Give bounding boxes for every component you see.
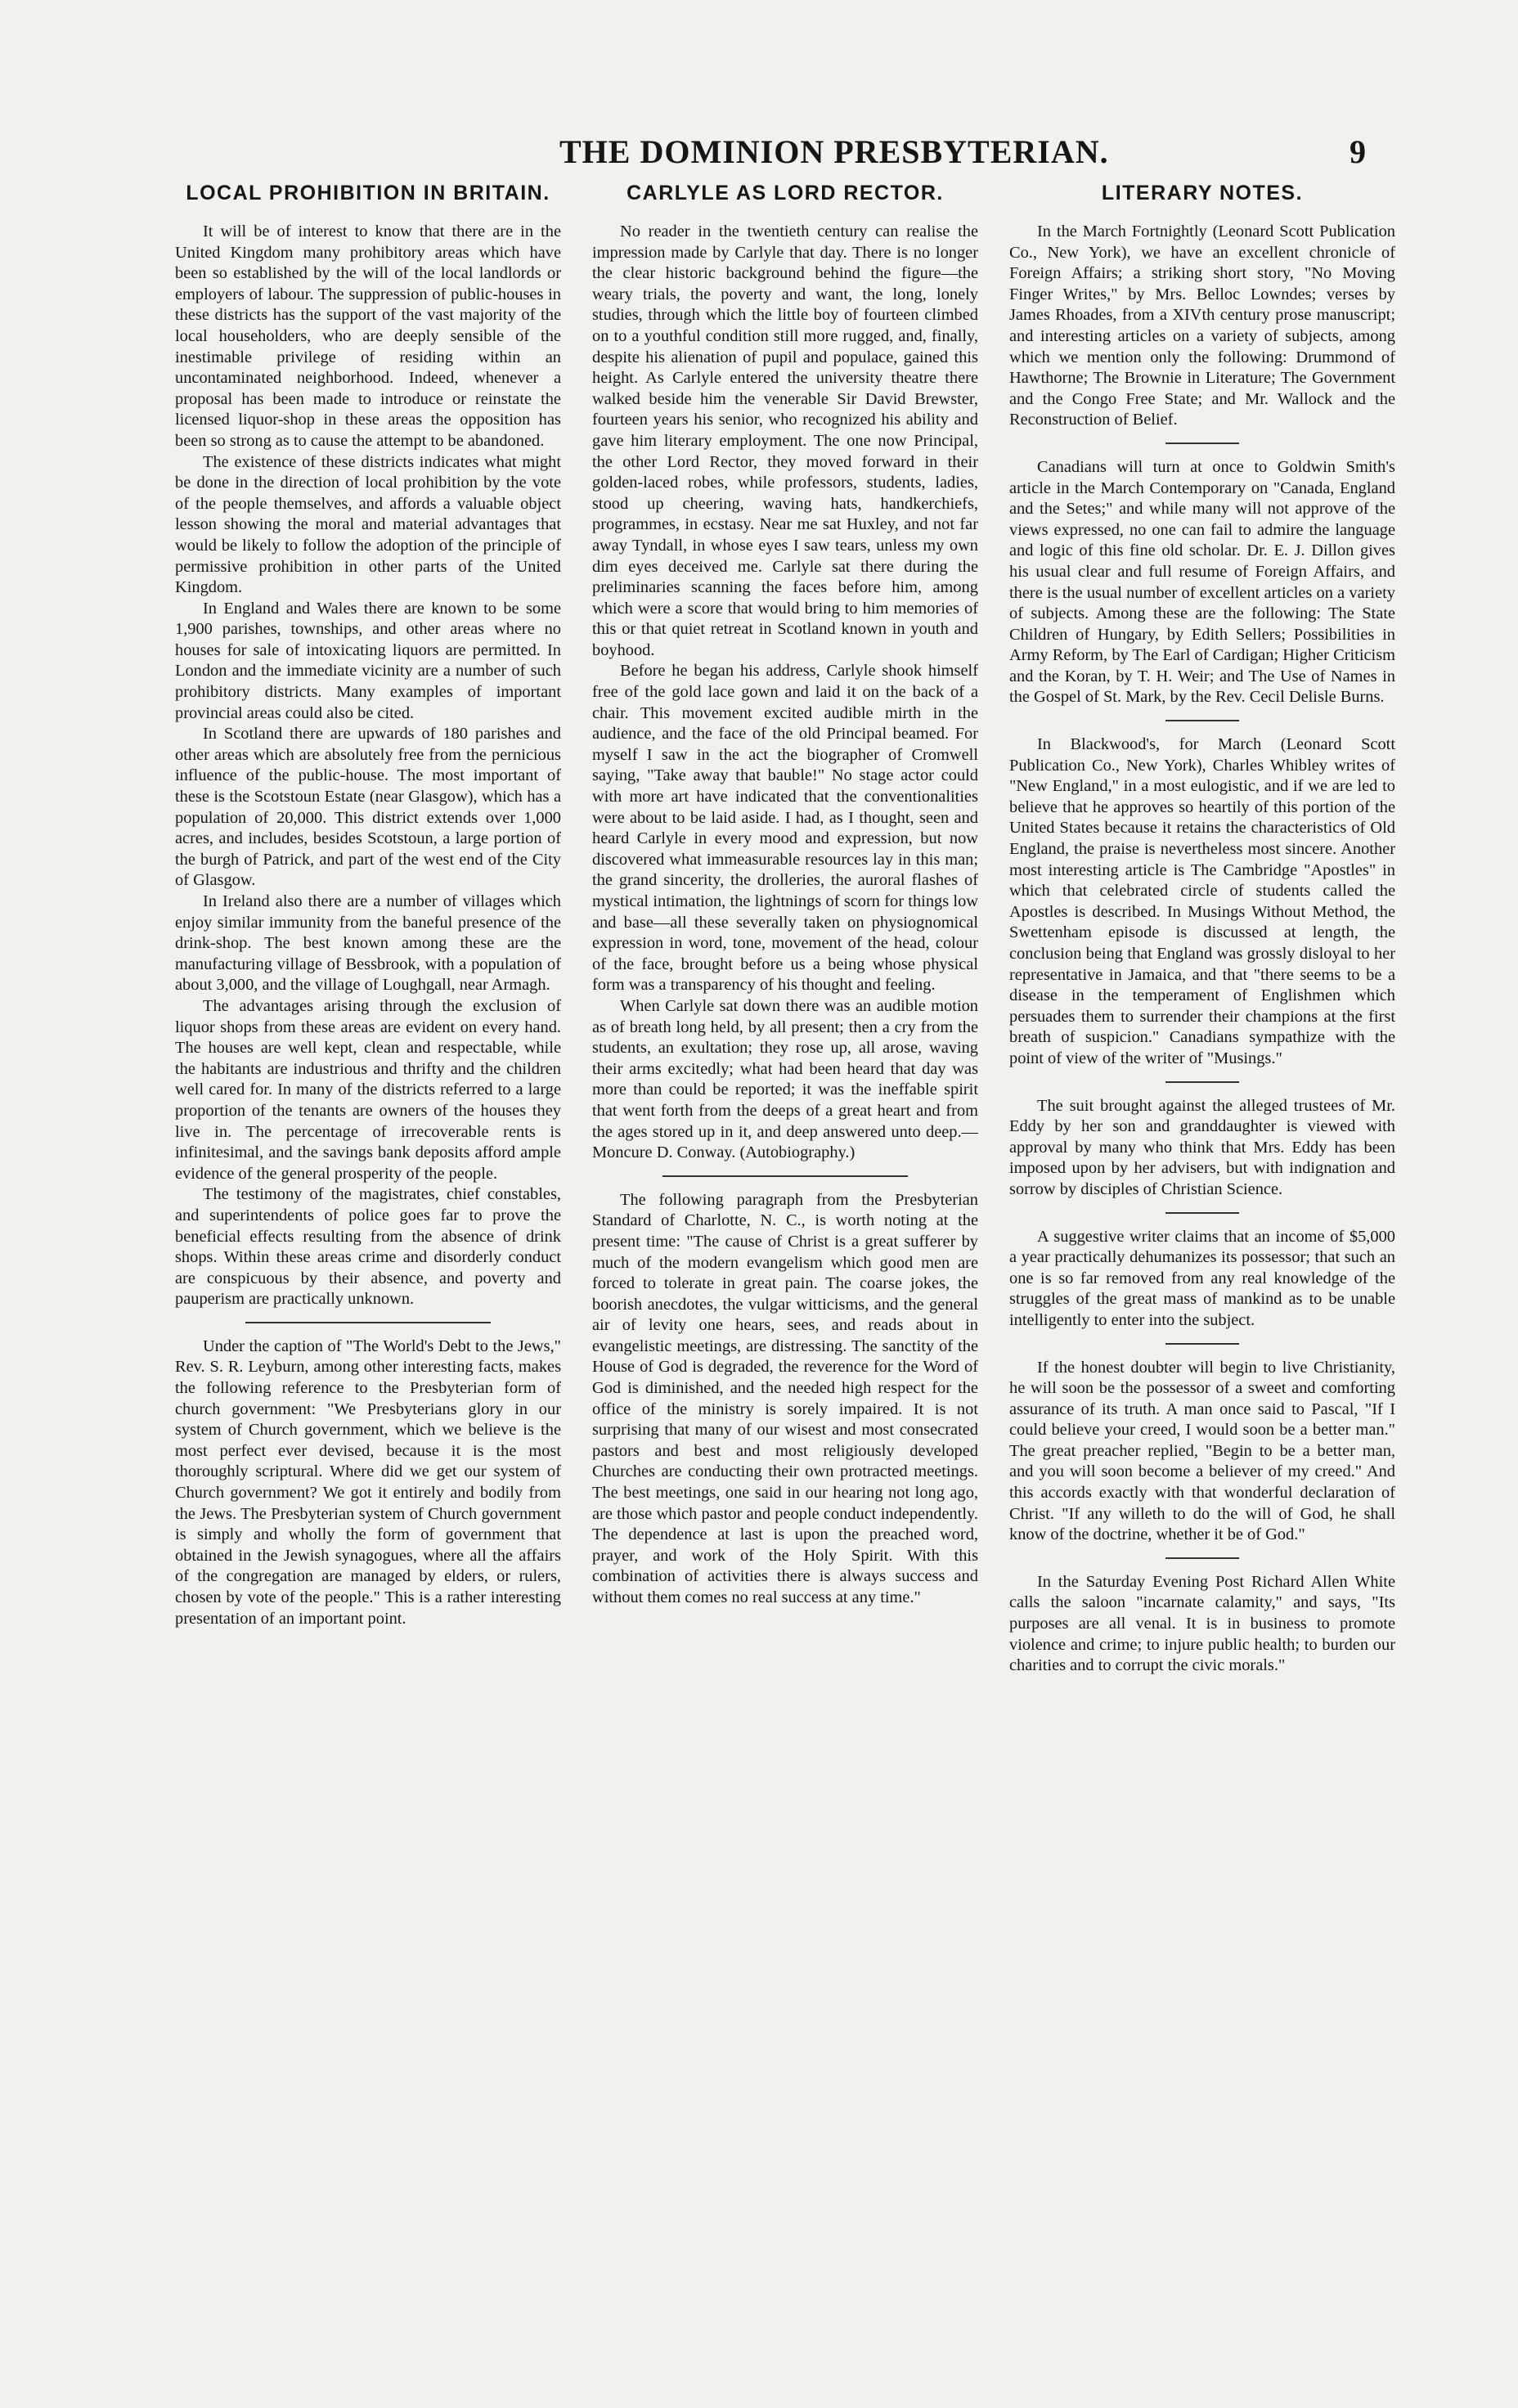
article-divider [245,1322,491,1323]
column-heading: LITERARY NOTES. [1101,182,1304,204]
page-number: 9 [1350,133,1366,170]
article [175,1337,561,1629]
article [1009,735,1395,1070]
article-divider [662,1175,908,1177]
column-3 [1009,182,1395,2374]
paragraph: When Carlyle sat down there was an audible motion as of breath long held, by all present; then a cry from the students, an exultation; they rose up, all arose, waving their arms excitedly; what had been heard that day was more than could be reported; it was the ineffable spirit that went forth from the deeps of a great heart and from the ages stored up in it, and deep answered unto deep.—Moncure D. Conway. (Autobiography.) [592,996,978,1162]
article-divider [1165,1557,1239,1559]
article [1009,222,1395,431]
columns [175,182,1395,2374]
paragraph: A suggestive writer claims that an income of $5,000 a year practically dehumanizes its possessor; that such an one is so far removed from any real knowledge of the struggles of the great mass of mankind as to be unable intelligently to enter into the subject. [1009,1227,1395,1329]
paragraph: In Scotland there are upwards of 180 parishes and other areas which are absolutely free from the pernicious influence of the public-house. The most important of these is the Scotstoun Estate (near Glasgow), which has a population of 20,000. This district extends over 1,000 acres, and includes, besides Scotstoun, a large portion of the burgh of Patrick, and part of the west end of the City of Glasgow. [175,725,561,890]
article [1009,1096,1395,1201]
paragraph: In the Saturday Evening Post Richard Allen White calls the saloon "incarnate calamity," and says, "Its purposes are all venal. It is in business to promote violence and crime; to injure public health; to burden our charities and to corrupt the civic morals." [1009,1572,1395,1675]
paragraph: Before he began his address, Carlyle shook himself free of the gold lace gown and laid it on the back of a chair. This movement excited audible mirth in the audience, and the face of the old Principal beamed. For myself I saw in the act the biographer of Cromwell saying, "Take away that bauble!" No stage actor could with more art have indicated that the conventionalities were about to be laid aside. I had, as I thought, seen and heard Carlyle in every mood and expression, but now discovered what immeasurable resources lay in this man; the grand sincerity, the drolleries, the auroral flashes of mystical intimation, the lightnings of scorn for things low and base—all these severally taken on physiognomical expression in word, tone, movement of the head, colour of the face, brought before us a being whose physical form was a transparency of his thought and feeling. [592,662,978,995]
paragraph: Under the caption of "The World's Debt to the Jews," Rev. S. R. Leyburn, among other interesting facts, makes the following reference to the Presbyterian form of church government: "We Presbyterians glory in our system of Church government, which we believe is the most perfect ever devised, because it is the most thoroughly scriptural. Where did we get our system of Church government? We got it entirely and bodily from the Jews. The Presbyterian system of Church government is simply and wholly the form of government that obtained in the Jewish synagogues, where all the affairs of the congregation are managed by elders, or rulers, chosen by vote of the people." This is a rather interesting presentation of an important point. [175,1337,561,1628]
paragraph: The following paragraph from the Presbyterian Standard of Charlotte, N. C., is worth noting at the present time: "The cause of Christ is a great sufferer by much of the modern evangelism which good men are forced to tolerate in great pain. The coarse jokes, the boorish anecdotes, the vulgar witticisms, and the general air of levity one hears, sees, and reads about in evangelistic meetings, are distressing. The sanctity of the House of God is degraded, the reverence for the Word of God is diminished, and the needed high respect for the office of the ministry is sorely impaired. It is not surprising that many of our wisest and most consecrated pastors and best and most religiously developed Churches are conducting their own protracted meetings. The best meetings, one said in our hearing not long ago, are those which pastor and people conduct independently. The dependence at last is upon the preached word, prayer, and work of the Holy Spirit. With this combination of activities there is always success and without them comes no real success at any time." [592,1190,978,1606]
article-divider [1165,1081,1239,1083]
paragraph: The testimony of the magistrates, chief constables, and superintendents of police goes far to prove the beneficial effects resulting from the absence of drink shops. Within these areas crime and disorderly conduct are conspicuous by their absence, and poverty and pauperism are practically unknown. [175,1185,561,1309]
paragraph: The advantages arising through the exclusion of liquor shops from these areas are evident on every hand. The houses are well kept, clean and respectable, while the habitants are industrious and thrifty and the children well cared for. In many of the districts referred to a large proportion of the tenants are owners of the houses they live in. The percentage of irrecoverable rents is infinitesimal, and the savings bank deposits afford ample evidence of the general prosperity of the people. [175,996,561,1183]
column-2 [592,182,978,2374]
article [1009,1227,1395,1332]
paragraph: In the March Fortnightly (Leonard Scott Publication Co., New York), we have an excellent chronicle of Foreign Affairs; a striking short story, "No Moving Finger Writes," by Mrs. Belloc Lowndes; verses by James Rhoades, from a XIVth century prose manuscript; and interesting articles on a variety of subjects, among which we mention only the following: Drummond of Hawthorne; The Brownie in Literature; The Government and the Congo Free State; and Mr. Wallock and the Reconstruction of Belief. [1009,222,1395,429]
column-1 [175,182,561,2374]
article [1009,457,1395,708]
paragraph: It will be of interest to know that there are in the United Kingdom many prohibitory areas which have been so established by the will of the local landlords or employers of labour. The suppression of public-houses in these districts has the support of the vast majority of the local householders, who are deeply sensible of the inestimable privilege of residing within an uncontaminated neighborhood. Indeed, whenever a proposal has been made to introduce or reinstate the licensed liquor-shop in these areas the opposition has been so strong as to cause the attempt to be abandoned. [175,222,561,450]
column-heading: LOCAL PROHIBITION IN BRITAIN. [186,182,550,204]
paragraph: In Ireland also there are a number of villages which enjoy similar immunity from the baneful presence of the drink-shop. The best known among these are the manufacturing village of Bessbrook, with a population of about 3,000, and the village of Loughgall, near Armagh. [175,892,561,995]
article-divider [1165,443,1239,444]
paragraph: The existence of these districts indicates what might be done in the direction of local prohibition by the vote of the people themselves, and affords a valuable object lesson showing the moral and material advantages that would be likely to follow the adoption of the principle of permissive prohibition in other parts of the United Kingdom. [175,452,561,597]
article [1009,1358,1395,1546]
article [592,222,978,1164]
paragraph: Canadians will turn at once to Goldwin Smith's article in the March Contemporary on "Canada, England and the Setes;" and while many will not approve of the views expressed, no one can fail to admire the language and logic of this fine old scholar. Dr. E. J. Dillon gives his usual clear and full resume of Foreign Affairs, and there is the usual number of excellent articles on a variety of subjects. Among these are the following: The State Children of Hungary, by Edith Sellers; Possibilities in Army Reform, by The Earl of Cardigan; Higher Criticism and the Koran, by T. H. Weir; and The Use of Names in the Gospel of St. Mark, by the Rev. Cecil Delisle Burns. [1009,457,1395,707]
publication-title: THE DOMINION PRESBYTERIAN. [559,133,1109,170]
article-divider [1165,720,1239,721]
paragraph: If the honest doubter will begin to live Christianity, he will soon be the possessor of a sweet and comforting assurance of its truth. A man once said to Pascal, "If I could believe your creed, I would soon be a better man." The great preacher replied, "Begin to be a better man, and you will soon become a believer of my creed." And this accords exactly with that wonderful declaration of Christ. "If any willeth to do the will of God, he shall know of the doctrine, whether it be of God." [1009,1358,1395,1544]
article [592,1190,978,1609]
paragraph: No reader in the twentieth century can realise the impression made by Carlyle that day. There is no longer the clear historic background behind the figure—the weary trials, the poverty and want, the long, lonely studies, through which the little boy of fourteen climbed on to a youthful condition still more rugged, and, finally, despite his alienation of pupil and populace, gained this height. As Carlyle entered the university theatre there walked beside him the venerable Sir David Brewster, fourteen years his senior, who recognized his ability and gave him literary employment. The one now Principal, the other Lord Rector, they moved forward in their golden-laced robes, while professors, students, ladies, stood up cheering, waving hats, handkerchiefs, programmes, in ecstasy. Near me sat Huxley, and not far away Tyndall, in whose eyes I saw tears, unless my own dim eyes deceived me. Carlyle sat there during the preliminaries scanning the faces before him, among which were a score that would bring to him memories of this or that quiet retreat in Scotland known in youth and boyhood. [592,222,978,659]
article-divider [1165,1343,1239,1345]
article [175,222,561,1310]
paragraph: In England and Wales there are known to be some 1,900 parishes, townships, and other areas where no houses for sale of intoxicating liquors are permitted. In London and the immediate vicinity are a number of such prohibitory districts. Many examples of important provincial areas could also be cited. [175,599,561,722]
paragraph: In Blackwood's, for March (Leonard Scott Publication Co., New York), Charles Whibley writes of "New England," in a most eulogistic, and if we are led to believe that he approves so heartily of this portion of the United States because it retains the characteristics of Old England, the praise is nevertheless most sincere. Another most interesting article is The Cambridge "Apostles" in which that celebrated circle of students called the Apostles is described. In Musings Without Method, the Swettenham episode is discussed at length, the conclusion being that England was grossly disloyal to her representative in Jamaica, and that "there seems to be a disease in the temperament of Englishmen which persuades them to surrender their champions at the first breath of suspicion." Canadians sympathize with the point of view of the writer of "Musings." [1009,735,1395,1067]
article-divider [1165,1212,1239,1214]
column-heading: CARLYLE AS LORD RECTOR. [627,182,944,204]
paragraph: The suit brought against the alleged trustees of Mr. Eddy by her son and granddaughter is viewed with approval by many who think that Mrs. Eddy has been imposed upon by her advisers, but with indignation and sorrow by disciples of Christian Science. [1009,1096,1395,1198]
article [1009,1572,1395,1677]
masthead [175,133,1395,182]
